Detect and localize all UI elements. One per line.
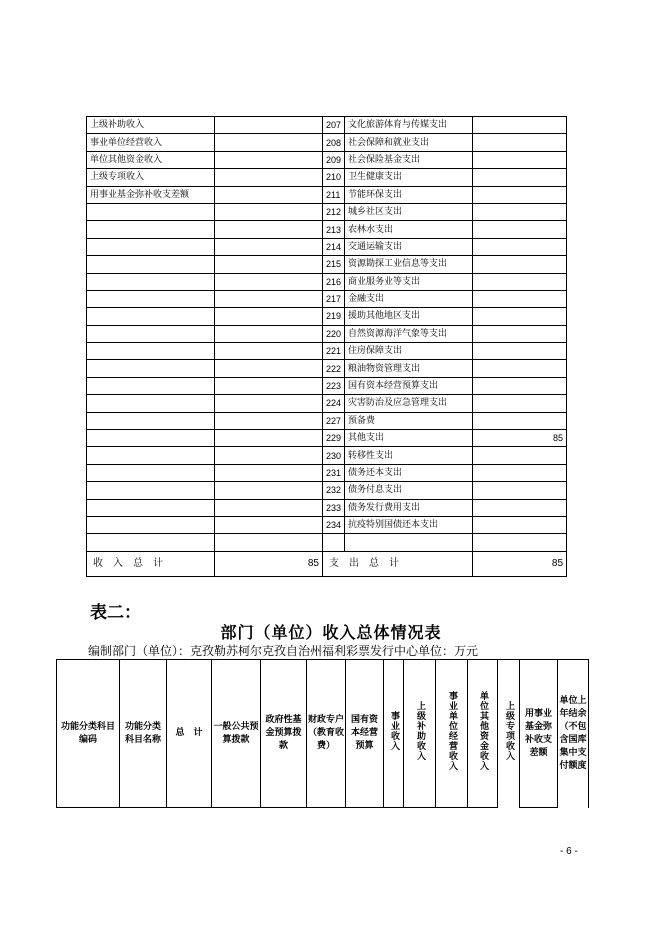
income-item-amount (215, 464, 323, 481)
income-item-amount (215, 290, 323, 307)
expense-item-amount (473, 360, 567, 377)
income-item-amount (215, 430, 323, 447)
expense-code: 208 (323, 134, 345, 151)
expense-item-amount (473, 534, 567, 551)
income-item-label: 用事业基金弥补收支差额 (87, 186, 215, 203)
table-row (87, 325, 567, 342)
expense-code: 231 (323, 464, 345, 481)
col-superior-special: 上级专项收入 (498, 660, 520, 808)
table-row (87, 290, 567, 307)
income-item-amount (215, 273, 323, 290)
table-row (87, 256, 567, 273)
table-row (87, 151, 567, 168)
expense-code: 213 (323, 221, 345, 238)
income-item-label (87, 377, 215, 394)
expense-item-amount (473, 203, 567, 220)
expense-code: 220 (323, 325, 345, 342)
income-overview-table (56, 659, 589, 808)
expense-code: 212 (323, 203, 345, 220)
income-item-label (87, 238, 215, 255)
col-prior-year-balance: 单位上年结余（不包含国库集中支付额度 (558, 660, 589, 808)
expense-item-label: 灾害防治及应急管理支出 (345, 395, 473, 412)
expense-item-label (345, 534, 473, 551)
income-item-label (87, 430, 215, 447)
expense-item-label: 商业服务业等支出 (345, 273, 473, 290)
expense-item-label: 其他支出 (345, 430, 473, 447)
expense-code: 229 (323, 430, 345, 447)
expense-item-label: 粮油物资管理支出 (345, 360, 473, 377)
income-item-label (87, 308, 215, 325)
income-item-amount (215, 117, 323, 134)
income-item-amount (215, 203, 323, 220)
table2-header-row (57, 660, 589, 808)
expense-item-amount (473, 238, 567, 255)
table-row (87, 221, 567, 238)
income-item-amount (215, 256, 323, 273)
expense-item-amount (473, 308, 567, 325)
total-row (87, 551, 567, 576)
expense-item-label: 住房保障支出 (345, 343, 473, 360)
col-total: 总 计 (167, 660, 212, 808)
page-title: 部门（单位）收入总体情况表 (220, 623, 442, 642)
col-general-budget: 一般公共预算拨款 (212, 660, 261, 808)
col-superior-subsidy: 上级补助收入 (404, 660, 436, 808)
col-business-operating: 事业单位经营收入 (436, 660, 468, 808)
editing-unit: 编制部门（单位）：克孜勒苏柯尔克孜自治州福利彩票发行中心单位：万元 (88, 644, 479, 658)
expense-item-amount (473, 516, 567, 533)
expense-item-amount (473, 186, 567, 203)
expense-item-amount (473, 256, 567, 273)
expense-code: 216 (323, 273, 345, 290)
expense-item-amount (473, 447, 567, 464)
table-row (87, 203, 567, 220)
income-item-label: 单位其他资金收入 (87, 151, 215, 168)
expense-item-label: 预备费 (345, 412, 473, 429)
table-row (87, 273, 567, 290)
expense-code (323, 534, 345, 551)
expense-item-label: 社会保障和就业支出 (345, 134, 473, 151)
expense-total-label: 支 出 总 计 (323, 551, 473, 576)
table-row (87, 412, 567, 429)
expense-item-amount (473, 412, 567, 429)
section-title: 表二： (90, 603, 141, 623)
income-item-label (87, 256, 215, 273)
expense-code: 232 (323, 482, 345, 499)
income-item-amount (215, 499, 323, 516)
expense-item-amount (473, 151, 567, 168)
income-item-label (87, 499, 215, 516)
col-function-code: 功能分类科目编码 (57, 660, 120, 808)
expense-code: 207 (323, 117, 345, 134)
col-state-capital: 国有资本经营预算 (346, 660, 384, 808)
income-item-amount (215, 169, 323, 186)
expense-item-amount (473, 117, 567, 134)
expense-code: 217 (323, 290, 345, 307)
expense-item-amount (473, 482, 567, 499)
table-row (87, 360, 567, 377)
income-expense-table (86, 116, 567, 577)
expense-code: 215 (323, 256, 345, 273)
table-row (87, 117, 567, 134)
table-row (87, 499, 567, 516)
expense-item-label: 社会保险基金支出 (345, 151, 473, 168)
expense-code: 221 (323, 343, 345, 360)
income-item-label: 上级专项收入 (87, 169, 215, 186)
col-business-income: 事业收入 (384, 660, 404, 808)
expense-code: 209 (323, 151, 345, 168)
table-row (87, 238, 567, 255)
expense-item-label: 转移性支出 (345, 447, 473, 464)
col-business-fund-offset: 用事业基金弥补收支差额 (520, 660, 558, 808)
expense-item-amount (473, 343, 567, 360)
expense-total-amount: 85 (473, 551, 567, 576)
expense-item-amount (473, 290, 567, 307)
table-row (87, 464, 567, 481)
income-item-amount (215, 308, 323, 325)
expense-item-label: 文化旅游体育与传媒支出 (345, 117, 473, 134)
income-total-amount: 85 (215, 551, 323, 576)
expense-code: 214 (323, 238, 345, 255)
expense-item-label: 债务发行费用支出 (345, 499, 473, 516)
income-item-label (87, 290, 215, 307)
table-row (87, 516, 567, 533)
table-row (87, 134, 567, 151)
expense-code: 230 (323, 447, 345, 464)
income-item-amount (215, 447, 323, 464)
expense-item-amount (473, 377, 567, 394)
income-item-label (87, 534, 215, 551)
income-item-amount (215, 360, 323, 377)
income-item-label: 事业单位经营收入 (87, 134, 215, 151)
expense-item-amount (473, 499, 567, 516)
expense-item-label: 农林水支出 (345, 221, 473, 238)
expense-item-label: 抗疫特别国债还本支出 (345, 516, 473, 533)
income-item-label: 上级补助收入 (87, 117, 215, 134)
table-row (87, 308, 567, 325)
income-item-label (87, 447, 215, 464)
income-item-amount (215, 151, 323, 168)
income-item-amount (215, 221, 323, 238)
col-fiscal-account: 财政专户（教育收费） (307, 660, 346, 808)
expense-item-label: 节能环保支出 (345, 186, 473, 203)
expense-item-amount (473, 134, 567, 151)
expense-item-amount (473, 169, 567, 186)
income-item-amount (215, 377, 323, 394)
income-item-amount (215, 412, 323, 429)
table-row (87, 395, 567, 412)
expense-code: 223 (323, 377, 345, 394)
expense-code: 224 (323, 395, 345, 412)
expense-item-label: 自然资源海洋气象等支出 (345, 325, 473, 342)
income-item-label (87, 464, 215, 481)
income-item-amount (215, 238, 323, 255)
expense-item-amount: 85 (473, 430, 567, 447)
expense-item-label: 城乡社区支出 (345, 203, 473, 220)
income-item-label (87, 360, 215, 377)
expense-item-label: 债务还本支出 (345, 464, 473, 481)
income-item-amount (215, 134, 323, 151)
expense-item-label: 金融支出 (345, 290, 473, 307)
expense-code: 233 (323, 499, 345, 516)
income-item-amount (215, 186, 323, 203)
income-item-amount (215, 325, 323, 342)
expense-item-amount (473, 325, 567, 342)
expense-item-amount (473, 273, 567, 290)
income-item-label (87, 325, 215, 342)
col-other-funds: 单位其他资金收入 (468, 660, 498, 808)
table-row (87, 169, 567, 186)
income-item-label (87, 516, 215, 533)
income-item-amount (215, 343, 323, 360)
expense-code: 219 (323, 308, 345, 325)
expense-item-label: 债务付息支出 (345, 482, 473, 499)
table-row (87, 534, 567, 551)
income-item-label (87, 395, 215, 412)
income-item-amount (215, 395, 323, 412)
table-row (87, 430, 567, 447)
expense-item-amount (473, 464, 567, 481)
expense-item-label: 国有资本经营预算支出 (345, 377, 473, 394)
income-item-label (87, 221, 215, 238)
table-row (87, 186, 567, 203)
col-gov-fund: 政府性基金预算拨款 (261, 660, 307, 808)
income-item-label (87, 412, 215, 429)
income-total-label: 收 入 总 计 (87, 551, 215, 576)
expense-code: 227 (323, 412, 345, 429)
table-row (87, 377, 567, 394)
expense-item-label: 援助其他地区支出 (345, 308, 473, 325)
expense-item-amount (473, 221, 567, 238)
income-item-label (87, 343, 215, 360)
income-item-label (87, 482, 215, 499)
expense-item-label: 资源勘探工业信息等支出 (345, 256, 473, 273)
income-item-amount (215, 534, 323, 551)
col-function-name: 功能分类科目名称 (120, 660, 167, 808)
expense-code: 222 (323, 360, 345, 377)
expense-code: 210 (323, 169, 345, 186)
income-item-amount (215, 482, 323, 499)
income-item-amount (215, 516, 323, 533)
expense-code: 234 (323, 516, 345, 533)
table-row (87, 343, 567, 360)
expense-item-label: 卫生健康支出 (345, 169, 473, 186)
table-row (87, 447, 567, 464)
page-number: - 6 - (560, 846, 578, 857)
expense-item-label: 交通运输支出 (345, 238, 473, 255)
expense-code: 211 (323, 186, 345, 203)
table-row (87, 482, 567, 499)
income-item-label (87, 273, 215, 290)
income-item-label (87, 203, 215, 220)
expense-item-amount (473, 395, 567, 412)
